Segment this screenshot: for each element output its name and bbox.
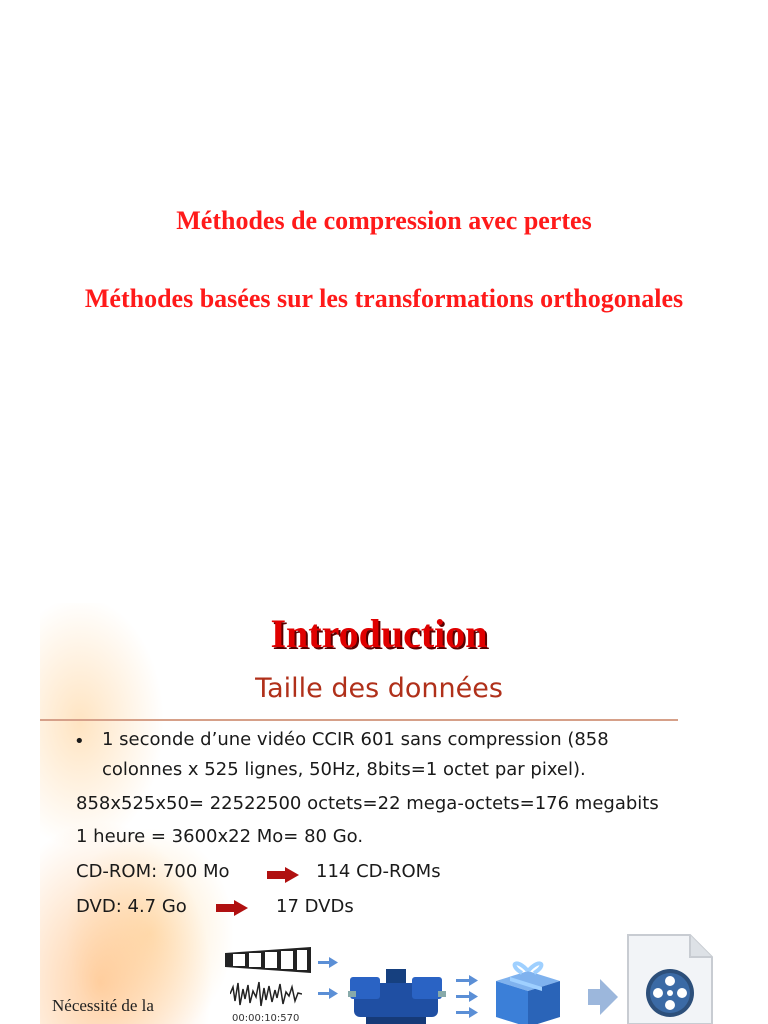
text-line-1: 1 seconde d’une vidéo CCIR 601 sans compression (858 bbox=[102, 729, 609, 750]
text-line-4: 1 heure = 3600x22 Mo= 80 Go. bbox=[76, 826, 364, 847]
waveform-icon bbox=[230, 979, 302, 1009]
title-line-2: Méthodes basées sur les transformations orthogonales bbox=[84, 284, 684, 313]
arrow-right-large-icon bbox=[588, 977, 618, 1017]
footer-text: Nécessité de la bbox=[52, 996, 154, 1015]
video-file-icon bbox=[624, 931, 716, 1024]
slide-heading: Introduction bbox=[270, 611, 488, 656]
film-strip-icon bbox=[225, 947, 311, 973]
divider bbox=[40, 719, 678, 721]
arrow-right-icon bbox=[267, 867, 299, 883]
text-line-3: 858x525x50= 22522500 octets=22 mega-octets=176 megabits bbox=[76, 793, 659, 814]
cdrom-result: 114 CD-ROMs bbox=[316, 861, 441, 882]
vise-icon bbox=[346, 961, 446, 1024]
text-line-2: colonnes x 525 lignes, 50Hz, 8bits=1 octet par pixel). bbox=[102, 759, 586, 780]
slide-subtitle: Taille des données bbox=[255, 673, 503, 704]
dvd-label: DVD: 4.7 Go bbox=[76, 896, 187, 917]
arrows-group bbox=[318, 955, 340, 1013]
dvd-result: 17 DVDs bbox=[276, 896, 354, 917]
title-line-1: Méthodes de compression avec pertes bbox=[176, 206, 592, 235]
bullet-marker: • bbox=[74, 731, 85, 752]
cdrom-label: CD-ROM: 700 Mo bbox=[76, 861, 230, 882]
arrows-group-2 bbox=[456, 975, 482, 1024]
slide-introduction bbox=[40, 603, 718, 1024]
timecode: 00:00:10:570 bbox=[232, 1013, 300, 1024]
gift-box-icon bbox=[488, 957, 568, 1024]
arrow-right-icon bbox=[216, 900, 248, 916]
